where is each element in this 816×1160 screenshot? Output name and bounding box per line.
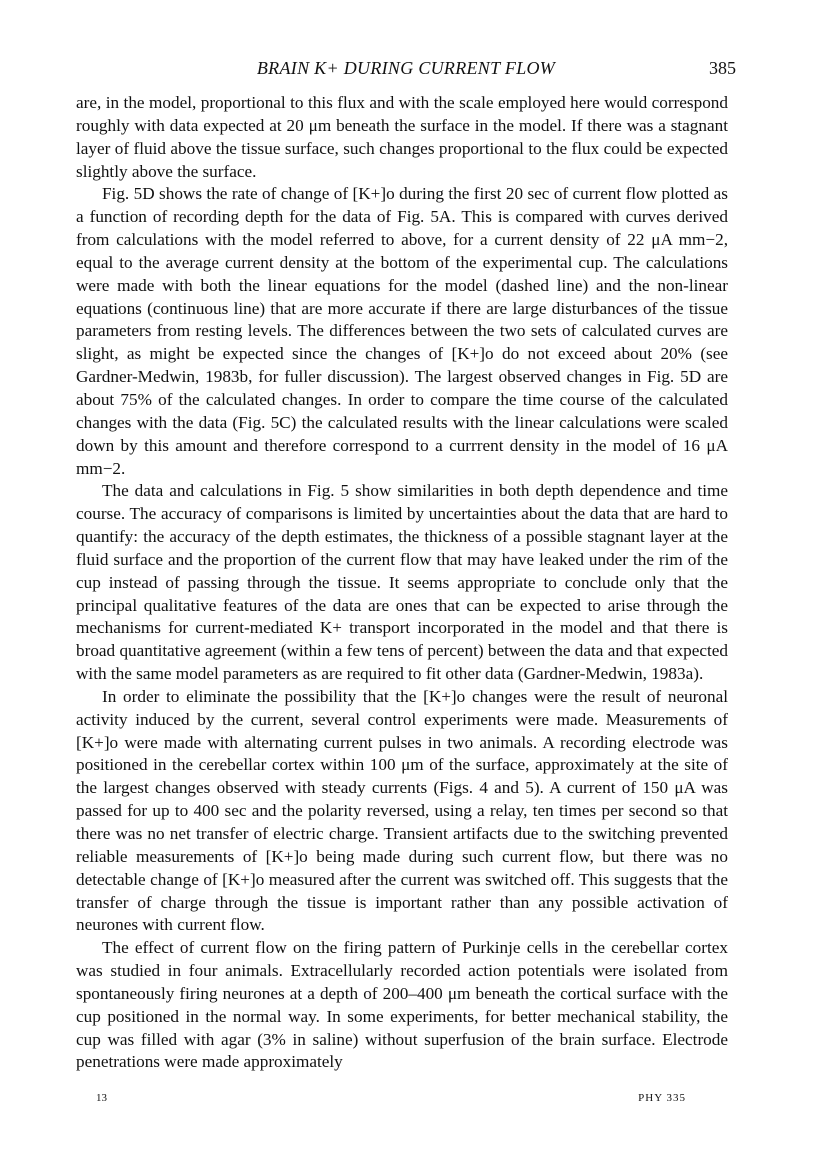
page-footer [96, 1092, 696, 1108]
running-header [76, 58, 736, 84]
running-title: BRAIN K+ DURING CURRENT FLOW [256, 58, 556, 78]
journal-code: PHY 335 [638, 1092, 686, 1104]
article-body [76, 92, 728, 1074]
paragraph-continuation: are, in the model, proportional to this flux and with the scale employed here would correspond roughly with data expected at 20 μm beneath the surface in the model. If there was a stagnant layer of fluid above the tissue surface, such changes proportional to the flux could be expected slightly above the surface. [76, 93, 728, 181]
paragraph-purkinje: The effect of current flow on the firing pattern of Purkinje cells in the cerebellar cortex was studied in four animals. Extracellularly recorded action potentials were isolated from spontaneously firing neurones at a depth of 200–400 μm beneath the cortical surface with the cup positioned in the normal way. In some experiments, for better mechanical stability, the cup was filled with agar (3% in saline) without superfusion of the brain surface. Electrode penetrations were made approximately [76, 938, 728, 1072]
page-number: 385 [709, 58, 736, 78]
paragraph-fig5d: Fig. 5D shows the rate of change of [K+]o during the first 20 sec of current flow plotted as a function of recording depth for the data of Fig. 5A. This is compared with curves derived from calculations with the model referred to above, for a current density of 22 μA mm−2, equal to the average current density at the bottom of the experimental cup. The calculations were made with both the linear equations for the model (dashed line) and the non-linear equations (continuous line) that are more accurate if there are large disturbances of the tissue parameters from resting levels. The differences between the two sets of calculated curves are slight, as might be expected since the changes of [K+]o do not exceed about 20% (see Gardner-Medwin, 1983b, for fuller discussion). The largest observed changes in Fig. 5D are about 75% of the calculated changes. In order to compare the time course of the calculated changes with the data (Fig. 5C) the calculated results with the linear calculations were scaled down by this amount and therefore correspond to a currrent density in the model of 16 μA mm−2. [76, 184, 728, 478]
paragraph-control-experiments: In order to eliminate the possibility that the [K+]o changes were the result of neuronal activity induced by the current, several control experiments were made. Measurements of [K+]o were made with alternating current pulses in two animals. A recording electrode was positioned in the cerebellar cortex within 100 μm of the surface, approximately at the site of the largest changes observed with steady currents (Figs. 4 and 5). A current of 150 μA was passed for up to 400 sec and the polarity reversed, using a relay, ten times per second so that there was no net transfer of electric charge. Transient artifacts due to the switching prevented reliable measurements of [K+]o being made during such current flow, but there was no detectable change of [K+]o measured after the current was switched off. This suggests that the transfer of charge through the tissue is important rather than any possible activation of neurones with current flow. [76, 686, 728, 935]
signature-mark: 13 [96, 1092, 107, 1104]
paragraph-comparison: The data and calculations in Fig. 5 show similarities in both depth dependence and time course. The accuracy of comparisons is limited by uncertainties about the data that are hard to quantify: the accuracy of the depth estimates, the thickness of a possible stagnant layer at the fluid surface and the proportion of the current flow that may have leaked under the rim of the cup instead of passing through the tissue. It seems appropriate to conclude only that the principal qualitative features of the data are ones that can be expected to arise through the mechanisms for current-mediated K+ transport incorporated in the model and that there is broad quantitative agreement (within a few tens of percent) between the data and that expected with the same model parameters as are required to fit other data (Gardner-Medwin, 1983a). [76, 481, 728, 684]
